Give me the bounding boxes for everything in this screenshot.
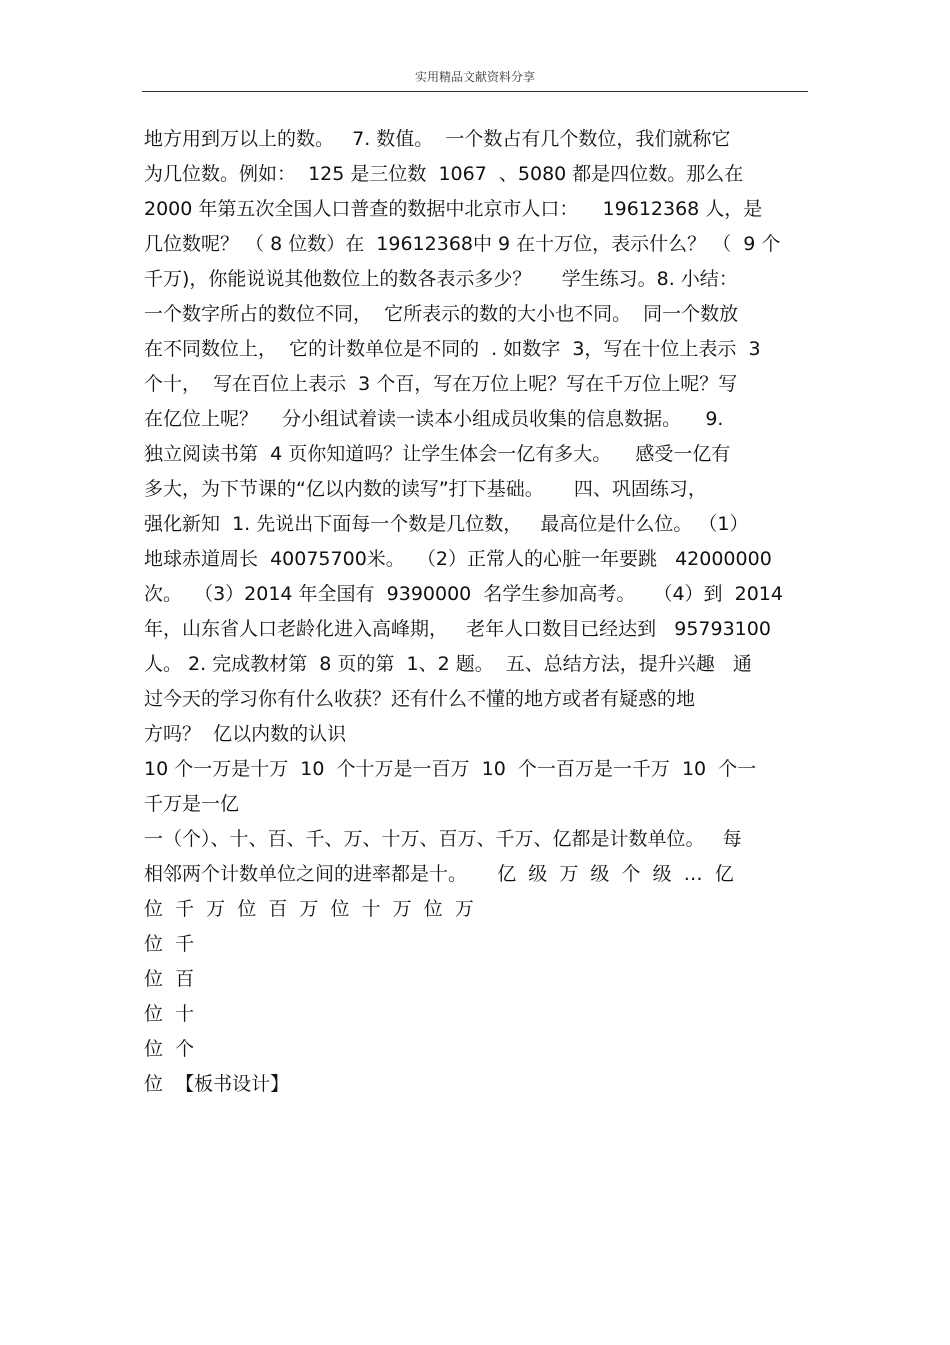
document-body (144, 122, 824, 1102)
text-line: 地方用到万以上的数。 7. 数值。 一个数占有几个数位，我们就称它 (144, 128, 731, 150)
place-value-line: 位 十 (144, 1003, 195, 1025)
section-title-line: 方吗？ 亿以内数的认识 (144, 723, 347, 745)
text-line: 在不同数位上， 它的计数单位是不同的 . 如数字 3，写在十位上表示 3 (144, 338, 761, 360)
text-line: 千万是一亿 (144, 793, 240, 815)
text-line: 为几位数。例如： 125 是三位数 1067 、5080 都是四位数。那么在 (144, 163, 744, 185)
text-line: 过今天的学习你有什么收获？还有什么不懂的地方或者有疑惑的地 (144, 688, 696, 710)
text-line: 人。 2. 完成教材第 8 页的第 1、2 题。 五、总结方法，提升兴趣 通 (144, 653, 752, 675)
text-line: 相邻两个计数单位之间的进率都是十。 亿 级 万 级 个 级 … 亿 (144, 863, 734, 885)
place-value-line: 位 千 (144, 933, 195, 955)
text-line: 一（个）、十、百、千、万、十万、百万、千万、亿都是计数单位。 每 (144, 828, 742, 850)
place-value-line: 位 百 (144, 968, 195, 990)
text-line: 一个数字所占的数位不同， 它所表示的数的大小也不同。 同一个数放 (144, 303, 739, 325)
text-line: 独立阅读书第 4 页你知道吗？让学生体会一亿有多大。 感受一亿有 (144, 443, 731, 465)
text-line: 2000 年第五次全国人口普查的数据中北京市人口： 19612368 人，是 (144, 198, 763, 220)
text-line: 10 个一万是十万 10 个十万是一百万 10 个一百万是一千万 10 个一 (144, 758, 757, 780)
text-line: 多大，为下节课的“亿以内数的读写”打下基础。 四、巩固练习， (144, 478, 707, 500)
place-value-line: 位 个 (144, 1038, 195, 1060)
text-line: 地球赤道周长 40075700米。 （2）正常人的心脏一年要跳 42000000 (144, 548, 772, 570)
text-line: 强化新知 1. 先说出下面每一个数是几位数， 最高位是什么位。 （1） (144, 513, 749, 535)
text-line: 次。 （3）2014 年全国有 9390000 名学生参加高考。 （4）到 2014 (144, 583, 783, 605)
text-line: 个十， 写在百位上表示 3 个百，写在万位上呢？写在千万位上呢？写 (144, 373, 738, 395)
text-line: 在亿位上呢？ 分小组试着读一读本小组成员收集的信息数据。 9. (144, 408, 724, 430)
text-line: 千万)，你能说说其他数位上的数各表示多少？ 学生练习。8. 小结： (144, 268, 738, 290)
header-rule (142, 91, 808, 92)
place-value-line: 位 千 万 位 百 万 位 十 万 位 万 (144, 898, 474, 920)
text-line: 年，山东省人口老龄化进入高峰期， 老年人口数目已经达到 95793100 (144, 618, 771, 640)
board-design-line: 位 【板书设计】 (144, 1073, 290, 1095)
text-line: 几位数呢？ （ 8 位数）在 19612368中 9 在十万位，表示什么？ （ 9 个 (144, 233, 781, 255)
page-header: 实用精品文献资料分享 (414, 70, 535, 84)
